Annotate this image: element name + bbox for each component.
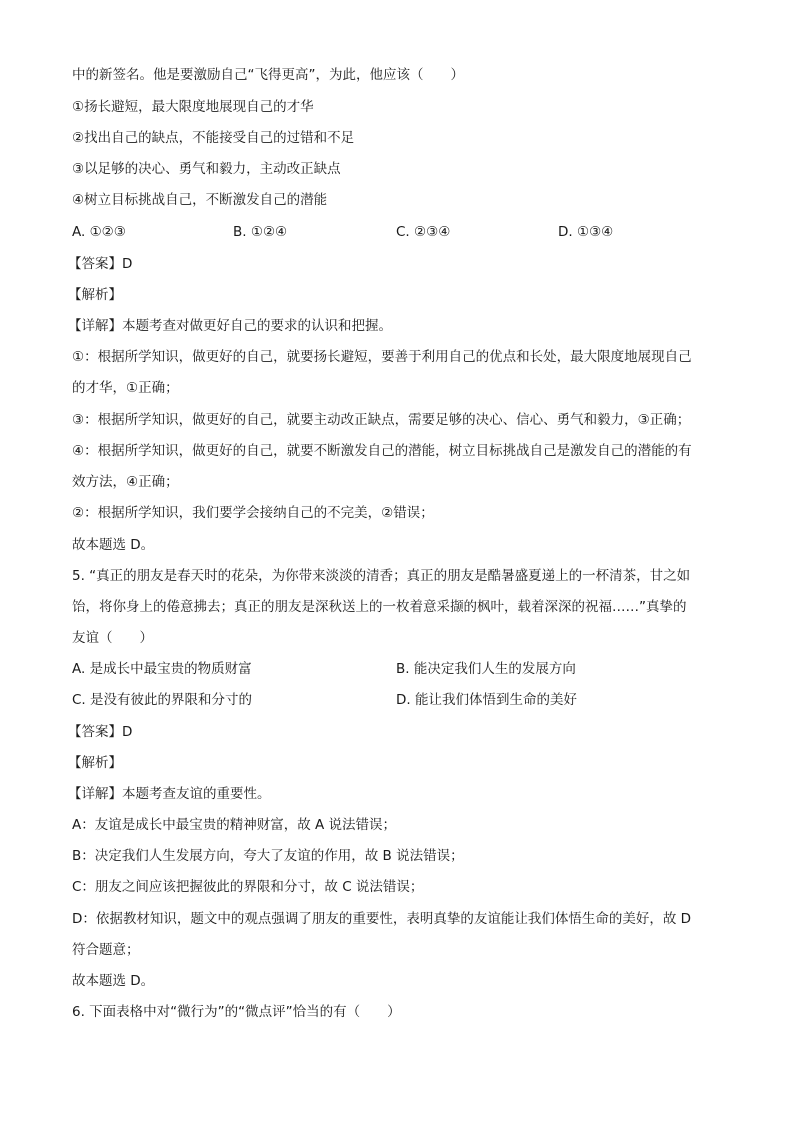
q5-option-c: C. 是没有彼此的界限和分寸的 <box>72 692 253 708</box>
q4-point-2: ③：根据所学知识，做更好的自己，就要主动改正缺点，需要足够的决心、信心、勇气和毅力，③正确； <box>72 412 691 428</box>
q4-answer: 【答案】D <box>68 256 133 272</box>
q5-conclusion: 故本题选 D。 <box>72 973 155 989</box>
q5-point-c: C：朋友之间应该把握彼此的界限和分寸，故 C 说法错误； <box>72 879 424 895</box>
q5-option-b: B. 能决定我们人生的发展方向 <box>396 661 576 677</box>
q5-detail: 【详解】本题考查友谊的重要性。 <box>68 786 271 802</box>
q4-item-4: ④树立目标挑战自己，不断激发自己的潜能 <box>72 192 328 208</box>
q4-point-1a: ①：根据所学知识，做更好的自己，就要扬长避短，要善于利用自己的优点和长处，最大限度地展现自己 <box>72 349 692 365</box>
q5-point-d2: 符合题意； <box>72 942 140 958</box>
q5-answer: 【答案】D <box>68 724 133 740</box>
q4-point-1b: 的才华，①正确； <box>72 380 179 396</box>
q4-option-b: B. ①②④ <box>233 224 288 240</box>
q4-detail: 【详解】本题考查对做更好自己的要求的认识和把握。 <box>68 318 392 334</box>
q4-conclusion: 故本题选 D。 <box>72 537 155 553</box>
q5-option-a: A. 是成长中最宝贵的物质财富 <box>72 661 252 677</box>
q5-point-b: B：决定我们人生发展方向，夸大了友谊的作用，故 B 说法错误； <box>72 848 464 864</box>
q6-stem: 6. 下面表格中对“微行为”的“微点评”恰当的有（ ） <box>72 1004 401 1020</box>
q5-point-a: A：友谊是成长中最宝贵的精神财富，故 A 说法错误； <box>72 817 397 833</box>
q5-stem-line-3: 友谊（ ） <box>72 630 153 646</box>
q5-stem-line-2: 饴，将你身上的倦意拂去；真正的朋友是深秋送上的一枚着意采撷的枫叶，载着深深的祝福……”真挚的 <box>72 599 687 615</box>
q5-analysis-label: 【解析】 <box>68 755 122 771</box>
q4-option-c: C. ②③④ <box>396 224 451 240</box>
q5-option-d: D. 能让我们体悟到生命的美好 <box>396 692 577 708</box>
q4-item-1: ①扬长避短，最大限度地展现自己的才华 <box>72 99 314 115</box>
q4-stem-tail: 中的新签名。他是要激励自己“飞得更高”，为此，他应该（ ） <box>72 67 464 83</box>
q4-point-3a: ④：根据所学知识，做更好的自己，就要不断激发自己的潜能，树立目标挑战自己是激发自己的潜能的有 <box>72 443 692 459</box>
q4-item-2: ②找出自己的缺点，不能接受自己的过错和不足 <box>72 130 355 146</box>
q4-item-3: ③以足够的决心、勇气和毅力，主动改正缺点 <box>72 161 341 177</box>
q4-point-3b: 效方法，④正确； <box>72 474 179 490</box>
q5-point-d1: D：依据教材知识，题文中的观点强调了朋友的重要性，表明真挚的友谊能让我们体悟生命的美好，故 D <box>72 911 692 927</box>
q5-stem-line-1: 5. “真正的朋友是春天时的花朵，为你带来淡淡的清香；真正的朋友是酷暑盛夏递上的一杯清茶，甘之如 <box>72 568 691 584</box>
q4-option-a: A. ①②③ <box>72 224 126 240</box>
q4-analysis-label: 【解析】 <box>68 287 122 303</box>
q4-point-4: ②：根据所学知识，我们要学会接纳自己的不完美，②错误； <box>72 505 434 521</box>
q4-option-d: D. ①③④ <box>558 224 614 240</box>
